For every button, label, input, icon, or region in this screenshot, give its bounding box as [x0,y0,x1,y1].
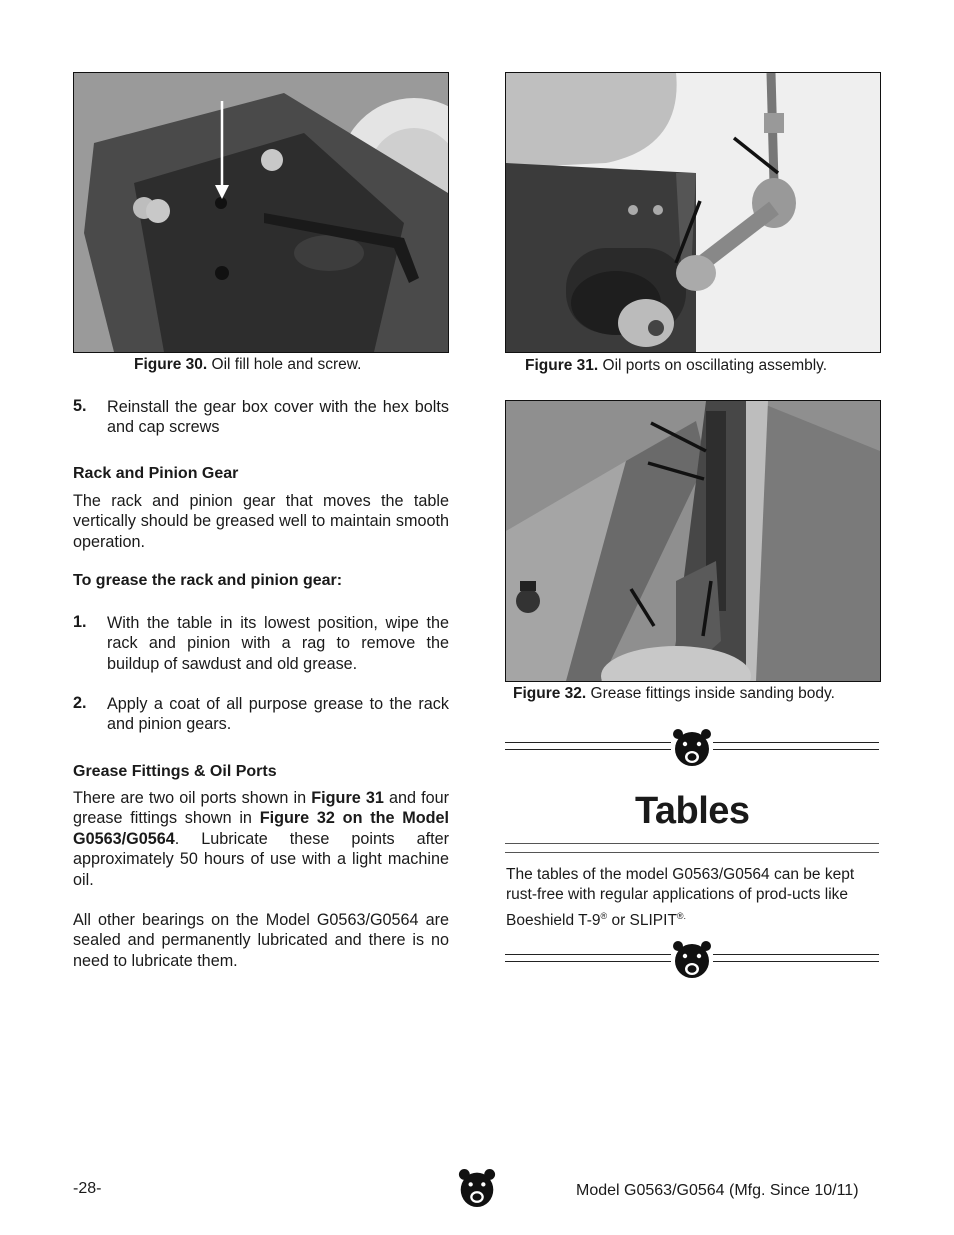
step-1-text: With the table in its lowest position, wipe the rack and pinion with a rag to remove the buildup of sawdust and old grease. [107,614,449,673]
bearings-text: All other bearings on the Model G0563/G0564 are sealed and permanently lubricated and there is no need to lubricate them. [73,911,449,970]
registered-mark-2: ®. [676,910,687,921]
fittings-text-part1: There are two oil ports shown in [73,789,307,807]
step-2-text: Apply a coat of all purpose grease to the rack and pinion gears. [107,695,449,734]
figure-32-text: Grease fittings inside sanding body. [586,685,835,702]
tables-text-part2: or SLIPIT [607,911,677,929]
title-rule-bottom [505,852,879,853]
grease-fittings-text [73,788,449,890]
fittings-ref-figure-31: Figure 31 [311,789,384,807]
grease-procedure-heading: To grease the rack and pinion gear: [73,572,343,589]
figure-31-caption [525,357,827,375]
bear-logo-icon-bottom [671,939,713,981]
title-rule-top [505,843,879,844]
step-5-number: 5. [73,397,87,415]
page-number: -28- [73,1180,102,1197]
figure-30-label: Figure 30. [134,356,208,373]
rack-pinion-text: The rack and pinion gear that moves the table vertically should be greased well to maintain smooth operation. [73,492,449,551]
footer-bear-logo-icon [458,1167,496,1209]
tables-text-part1: The tables of the model G0563/G0564 can be kept rust-free with regular applications of prod-ucts like Boeshield T-9 [506,866,855,929]
fittings-text-part3: . Lubricate these points after approximately 50 hours of use with a light machine oil. [73,829,449,889]
section-title: Tables [635,790,750,832]
figure-31-photo [505,72,881,353]
model-footer: Model G0563/G0564 (Mfg. Since 10/11) [576,1182,859,1199]
figure-31-text: Oil ports on oscillating assembly. [598,357,828,374]
registered-mark-1: ® [600,910,608,921]
figure-31-label: Figure 31. [525,357,599,374]
step-2-number: 2. [73,694,87,712]
figure-30-photo [73,72,449,353]
fittings-ref-figure-32: Figure 32 on the Model G0563/G0564 [73,809,450,848]
figure-30-text: Oil fill hole and screw. [207,356,362,373]
tables-text [506,865,864,931]
figure-32-caption [513,685,835,703]
step-5-text: Reinstall the gear box cover with the hex bolts and cap screws [107,398,449,437]
figure-30-caption [134,356,361,374]
fittings-text-part2: and four grease fittings shown in [73,789,450,828]
bear-logo-icon [671,727,713,769]
grease-fittings-heading: Grease Fittings & Oil Ports [73,763,277,780]
figure-32-photo [505,400,881,682]
rack-pinion-heading: Rack and Pinion Gear [73,465,239,482]
figure-32-label: Figure 32. [513,685,587,702]
step-1-number: 1. [73,613,87,631]
